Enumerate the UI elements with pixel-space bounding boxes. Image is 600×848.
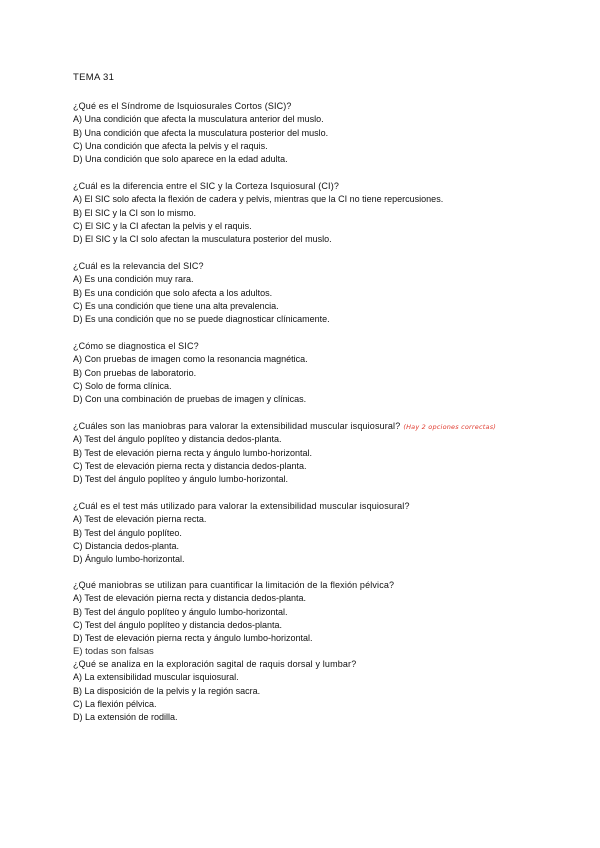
question-text: ¿Cuál es el test más utilizado para valorar la extensibilidad muscular isquiosural? — [73, 501, 410, 511]
answer-option: B) La disposición de la pelvis y la región sacra. — [73, 685, 261, 696]
question-block — [73, 579, 573, 658]
question-block — [73, 658, 573, 724]
answer-option: A) Con pruebas de imagen como la resonancia magnética. — [73, 354, 308, 365]
answer-option: C) Test de elevación pierna recta y distancia dedos-planta. — [73, 460, 307, 471]
answer-option: D) El SIC y la CI solo afectan la musculatura posterior del muslo. — [73, 234, 332, 245]
answer-option: A) La extensibilidad muscular isquiosural. — [73, 672, 239, 683]
answer-option: D) Una condición que solo aparece en la edad adulta. — [73, 154, 288, 165]
added-option-e: E) todas son falsas — [73, 646, 154, 658]
answer-option: C) Es una condición que tiene una alta prevalencia. — [73, 300, 279, 311]
answer-option: B) Test del ángulo poplíteo y ángulo lumbo-horizontal. — [73, 606, 288, 617]
question-block — [73, 500, 573, 566]
answer-option: B) Test del ángulo poplíteo. — [73, 527, 182, 538]
answer-option: A) Es una condición muy rara. — [73, 274, 194, 285]
answer-option: C) La flexión pélvica. — [73, 698, 157, 709]
answer-option: B) Una condición que afecta la musculatura posterior del muslo. — [73, 127, 329, 138]
question-text: ¿Qué maniobras se utilizan para cuantificar la limitación de la flexión pélvica? — [73, 580, 395, 590]
answer-option: C) Test del ángulo poplíteo y distancia dedos-planta. — [73, 619, 282, 630]
answer-option: C) Una condición que afecta la pelvis y el raquis. — [73, 140, 268, 151]
answer-option: A) El SIC solo afecta la flexión de cadera y pelvis, mientras que la CI no tiene repercusiones. — [73, 194, 444, 205]
answer-option: C) El SIC y la CI afectan la pelvis y el raquis. — [73, 220, 252, 231]
question-text: ¿Cómo se diagnostica el SIC? — [73, 341, 199, 351]
answer-option: D) Con una combinación de pruebas de imagen y clínicas. — [73, 394, 307, 405]
answer-option: B) Es una condición que solo afecta a los adultos. — [73, 287, 273, 298]
question-text-main: ¿Cuáles son las maniobras para valorar la extensibilidad muscular isquiosural? — [73, 421, 401, 431]
answer-option: C) Solo de forma clínica. — [73, 380, 172, 391]
handwritten-note: (Hay 2 opciones correctas) — [403, 423, 497, 431]
answer-option: A) Test del ángulo poplíteo y distancia dedos-planta. — [73, 434, 282, 445]
answer-option: B) El SIC y la CI son lo mismo. — [73, 207, 197, 218]
question-text: ¿Cuál es la diferencia entre el SIC y la Corteza Isquiosural (CI)? — [73, 181, 340, 191]
answer-option: D) Ángulo lumbo-horizontal. — [73, 554, 185, 565]
answer-option: B) Con pruebas de laboratorio. — [73, 367, 197, 378]
question-text: ¿Cuál es la relevancia del SIC? — [73, 261, 204, 271]
question-block — [73, 100, 573, 166]
answer-option: D) Es una condición que no se puede diagnosticar clínicamente. — [73, 314, 330, 325]
question-text — [73, 420, 573, 433]
question-block — [73, 180, 573, 246]
question-text: ¿Qué es el Síndrome de Isquiosurales Cortos (SIC)? — [73, 101, 292, 111]
answer-option: D) Test del ángulo poplíteo y ángulo lumbo-horizontal. — [73, 474, 288, 485]
question-block — [73, 340, 573, 406]
answer-option: B) Test de elevación pierna recta y ángulo lumbo-horizontal. — [73, 447, 312, 458]
answer-option: D) Test de elevación pierna recta y ángulo lumbo-horizontal. — [73, 633, 313, 644]
question-text: ¿Qué se analiza en la exploración sagital de raquis dorsal y lumbar? — [73, 659, 357, 669]
question-block — [73, 260, 573, 326]
question-block — [73, 420, 573, 486]
answer-option: C) Distancia dedos-planta. — [73, 540, 180, 551]
document-title: TEMA 31 — [73, 72, 115, 83]
answer-option: A) Una condición que afecta la musculatura anterior del muslo. — [73, 114, 324, 125]
answer-option: A) Test de elevación pierna recta. — [73, 514, 207, 525]
answer-option: D) La extensión de rodilla. — [73, 712, 178, 723]
answer-option: A) Test de elevación pierna recta y distancia dedos-planta. — [73, 593, 306, 604]
